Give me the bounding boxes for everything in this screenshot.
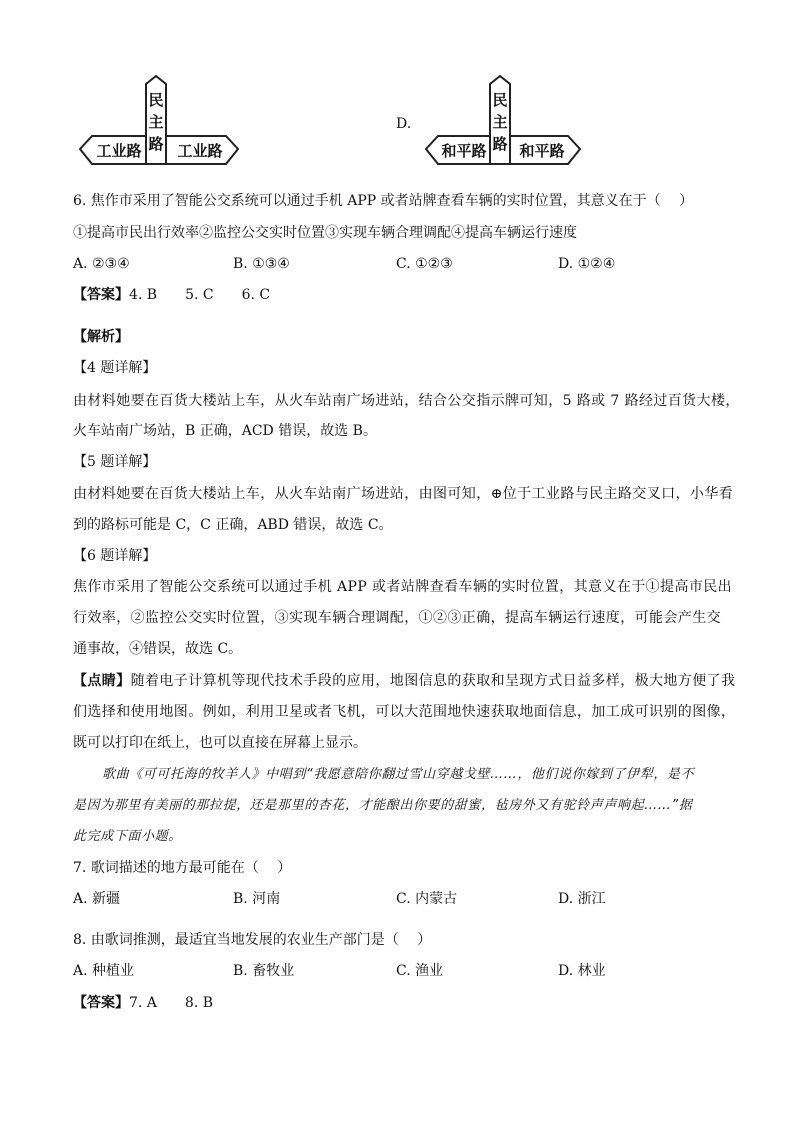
q7-option-b: B. 河南 xyxy=(233,891,281,907)
detail-5-line-1: 由材料她要在百货大楼站上车，从火车站南广场进站，由图可知，⊕位于工业路与民主路交叉口，小华看 xyxy=(73,486,734,502)
q6-items: ①提高市民出行效率②监控公交实时位置③实现车辆合理调配④提高车辆运行速度 xyxy=(73,225,577,241)
q8-option-b: B. 畜牧业 xyxy=(233,963,295,979)
q7-option-c: C. 内蒙古 xyxy=(396,891,458,907)
road-sign-left xyxy=(76,72,246,172)
sign-left-arm-right: 工业路 xyxy=(177,142,223,160)
q8-option-d: D. 林业 xyxy=(558,963,606,979)
sign-left-v1: 民 xyxy=(148,91,164,109)
detail-4-tag: 【4 题详解】 xyxy=(73,360,157,376)
passage-line-3: 此完成下面小题。 xyxy=(73,829,182,844)
q7-option-a: A. 新疆 xyxy=(73,891,121,907)
dianjing-text-1: 随着电子计算机等现代技术手段的应用，地图信息的获取和呈现方式日益多样，极大地方便了我 xyxy=(130,673,736,689)
sign-right-arm-right: 和平路 xyxy=(519,142,565,160)
option-d-label: D. xyxy=(396,116,412,132)
sign-right-v3: 路 xyxy=(492,135,508,153)
q6-stem: 6. 焦作市采用了智能公交系统可以通过手机 APP 或者站牌查看车辆的实时位置，其意义在于（ ） xyxy=(73,193,694,209)
answer-block-1 xyxy=(73,285,270,305)
sign-left-v3: 路 xyxy=(148,135,164,153)
road-sign-right xyxy=(422,72,592,172)
detail-6-line-2: 行效率，②监控公交实时位置，③实现车辆合理调配，①②③正确，提高车辆运行速度，可能会产生交 xyxy=(73,610,721,626)
detail-4-line-2: 火车站南广场站，B 正确，ACD 错误，故选 B。 xyxy=(73,423,377,439)
answer-text-2: 7. A 8. B xyxy=(129,995,214,1011)
q6-option-b: B. ①③④ xyxy=(233,256,290,272)
detail-5-line-2: 到的路标可能是 C，C 正确，ABD 错误，故选 C。 xyxy=(73,517,393,533)
sign-right-arm-left: 和平路 xyxy=(441,142,487,160)
dianjing-line-1 xyxy=(73,671,735,691)
q7-option-d: D. 浙江 xyxy=(558,891,606,907)
sign-right-v2: 主 xyxy=(492,113,508,131)
answer-tag: 【答案】 xyxy=(73,287,129,303)
sign-left-v2: 主 xyxy=(148,113,164,131)
sign-right-v1: 民 xyxy=(492,91,508,109)
detail-5-tag: 【5 题详解】 xyxy=(73,454,157,470)
answer-block-2 xyxy=(73,993,213,1013)
q8-stem: 8. 由歌词推测，最适宜当地发展的农业生产部门是（ ） xyxy=(73,932,432,948)
q7-stem: 7. 歌词描述的地方最可能在（ ） xyxy=(73,860,292,876)
answer-text: 4. B 5. C 6. C xyxy=(129,287,271,303)
q8-option-c: C. 渔业 xyxy=(396,963,444,979)
analysis-tag: 【解析】 xyxy=(73,329,129,345)
dianjing-line-2: 们选择和使用地图。例如，利用卫星或者飞机，可以大范围地快速获取地面信息，加工成可识别的图像， xyxy=(73,704,736,720)
dianjing-line-3: 既可以打印在纸上，也可以直接在屏幕上显示。 xyxy=(73,735,367,751)
dianjing-tag: 【点睛】 xyxy=(73,673,131,689)
q6-option-c: C. ①②③ xyxy=(396,256,453,272)
detail-6-line-1: 焦作市采用了智能公交系统可以通过手机 APP 或者站牌查看车辆的实时位置，其意义在于①提高市民出 xyxy=(73,579,733,595)
answer-tag-2: 【答案】 xyxy=(73,995,129,1011)
q8-option-a: A. 种植业 xyxy=(73,963,135,979)
sign-left-arm-left: 工业路 xyxy=(96,142,142,160)
passage-line-2: 是因为那里有美丽的那拉提，还是那里的杏花，才能酿出你要的甜蜜，毡房外又有驼铃声声响起……”据 xyxy=(73,798,693,813)
passage-line-1: 歌曲《可可托海的牧羊人》中唱到“我愿意陪你翻过雪山穿越戈壁……，他们说你嫁到了伊犁，是不 xyxy=(102,767,695,782)
q6-option-a: A. ②③④ xyxy=(73,256,130,272)
detail-4-line-1: 由材料她要在百货大楼站上车，从火车站南广场进站，结合公交指示牌可知，5 路或 7 路经过百货大楼， xyxy=(73,393,740,409)
detail-6-tag: 【6 题详解】 xyxy=(73,548,157,564)
q6-option-d: D. ①②④ xyxy=(558,256,616,272)
detail-6-line-3: 通事故，④错误，故选 C。 xyxy=(73,641,243,657)
